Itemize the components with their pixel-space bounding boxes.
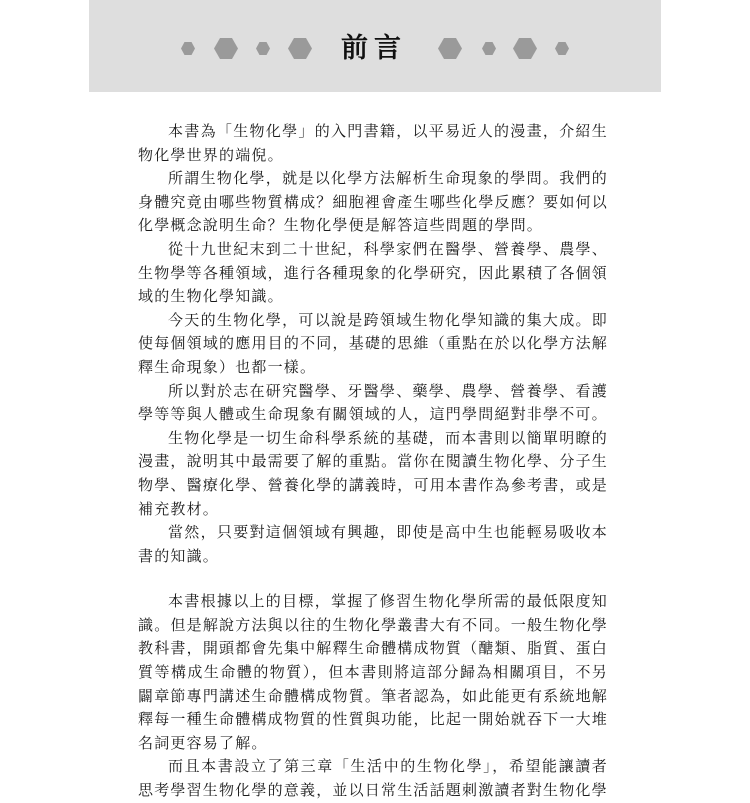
paragraph: 生物化學是一切生命科學系統的基礎，而本書則以簡單明瞭的漫畫，說明其中最需要了解的重點。當你在閱讀生物化學、分子生物學、醫療化學、營養化學的講義時，可用本書作為參考書，或是補充教材。 [138, 428, 608, 518]
paragraph: 本書為「生物化學」的入門書籍，以平易近人的漫畫，介紹生物化學世界的端倪。 [138, 122, 608, 164]
hexagon-ornament-icon [181, 42, 195, 55]
paragraph: 所謂生物化學，就是以化學方法解析生命現象的學問。我們的身體究竟由哪些物質構成？細胞裡會產生哪些化學反應？要如何以化學概念說明生命？生物化學便是解答這些問題的學問。 [138, 169, 608, 235]
hexagon-ornament-icon [482, 42, 496, 55]
preface-body [138, 120, 608, 803]
paragraph: 而且本書設立了第三章「生活中的生物化學」，希望能讓讀者思考學習生物化學的意義，並以日常生活話題刺激讀者對生物化學 [138, 757, 608, 800]
paragraph: 當然，只要對這個領域有興趣，即使是高中生也能輕易吸收本書的知識。 [138, 523, 608, 565]
paragraph: 從十九世紀末到二十世紀，科學家們在醫學、營養學、農學、生物學等各種領域，進行各種現象的化學研究，因此累積了各個領域的生物化學知識。 [138, 239, 608, 306]
hexagon-ornament-icon [288, 38, 312, 59]
hexagon-ornament-icon [555, 42, 569, 55]
hexagon-ornament-icon [438, 38, 462, 59]
header-ornament-row [89, 30, 661, 70]
chapter-title: 前言 [341, 33, 407, 64]
hexagon-ornament-icon [513, 38, 537, 59]
paragraph: 本書根據以上的目標，掌握了修習生物化學所需的最低限度知識。但是解說方法與以往的生物化學叢書大有不同。一般生物化學教科書，開頭都會先集中解釋生命體構成物質（醣類、脂質、蛋白質等構成生命體的物質），但本書則將這部分歸為相關項目，不另闢章節專門講述生命體構成物質。筆者認為，如此能更有系統地解釋每一種生命體構成物質的性質與功能，比起一開始就吞下一大堆名詞更容易了解。 [138, 592, 608, 752]
paragraph: 今天的生物化學，可以說是跨領域生物化學知識的集大成。即使每個領域的應用目的不同，基礎的思維（重點在於以化學方法解釋生命現象）也都一樣。 [138, 310, 608, 376]
paragraph: 所以對於志在研究醫學、牙醫學、藥學、農學、營養學、看護學等等與人體或生命現象有關領域的人，這門學問絕對非學不可。 [138, 381, 608, 424]
hexagon-ornament-icon [256, 42, 270, 55]
hexagon-ornament-icon [214, 38, 238, 59]
chapter-header-banner [89, 0, 661, 92]
section-divider-space [138, 568, 608, 590]
